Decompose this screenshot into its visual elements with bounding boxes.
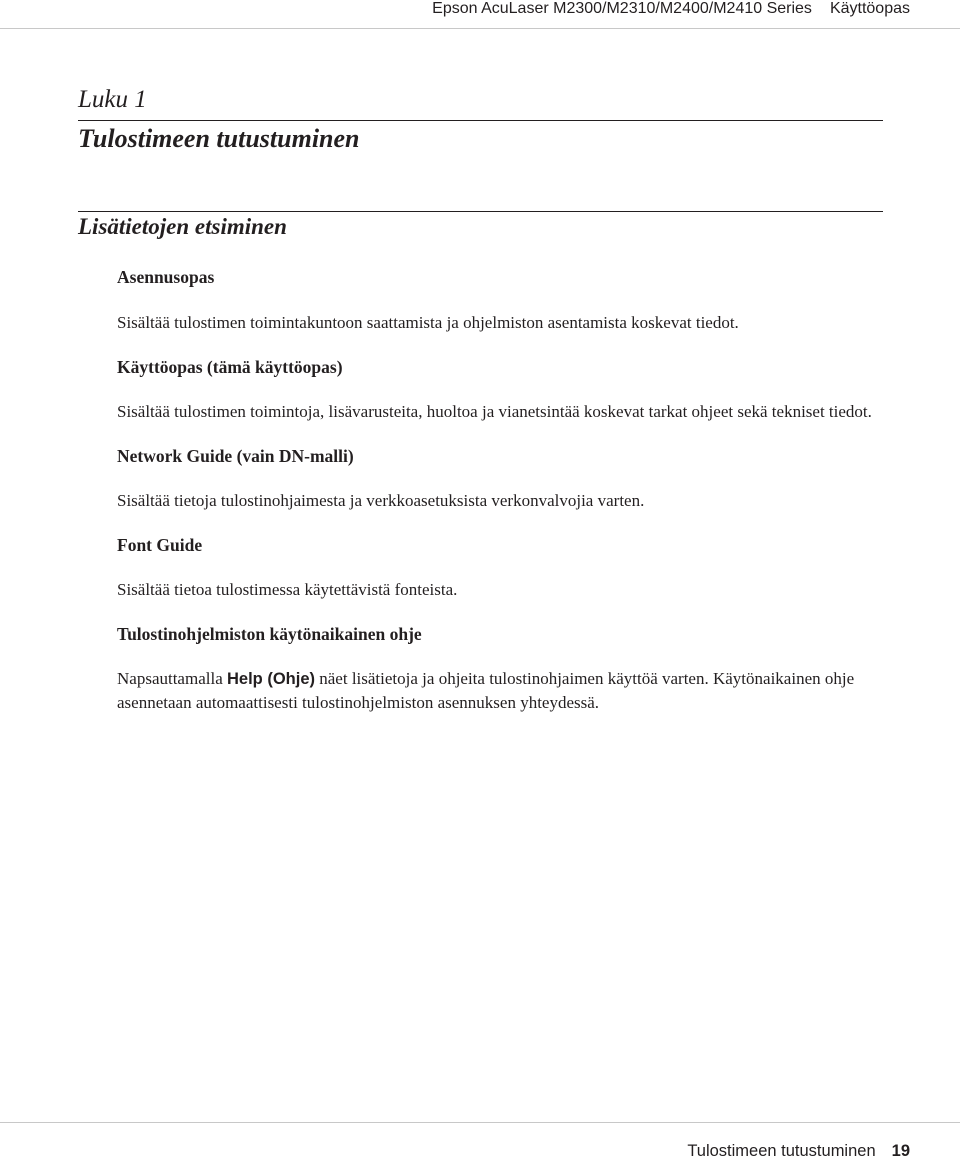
page-number: 19 [891, 1142, 910, 1160]
section-title: Lisätietojen etsiminen [78, 214, 287, 239]
chapter-title: Tulostimeen tutustuminen [78, 124, 360, 153]
entry-description: Sisältää tulostimen toimintakuntoon saattamista ja ohjelmiston asentamista koskevat tiedot. [117, 313, 739, 332]
entry-description: Sisältää tietoja tulostinohjaimesta ja verkkoasetuksista verkonvalvojia varten. [117, 491, 645, 510]
section-divider [78, 211, 883, 212]
entry-title: Käyttöopas (tämä käyttöopas) [117, 357, 343, 377]
header-product: Epson AcuLaser M2300/M2310/M2400/M2410 Series [432, 0, 812, 17]
description-text-after: näet lisätietoja ja ohjeita tulostinohjaimen käyttöä varten. Käytönaikainen ohje asennetaan automaattisesti tulostinohjelmiston asennuksen yhteydessä. [117, 669, 855, 712]
entry-description: Sisältää tulostimen toimintoja, lisävarusteita, huoltoa ja vianetsintää koskevat tarkat ohjeet sekä tekniset tiedot. [117, 402, 872, 421]
footer-chapter-name: Tulostimeen tutustuminen [687, 1142, 876, 1160]
footer-divider [0, 1122, 960, 1123]
entry-title: Tulostinohjelmiston käytönaikainen ohje [117, 624, 422, 644]
help-ui-term: Help (Ohje) [227, 670, 316, 688]
running-header [432, 0, 910, 18]
entry-title: Asennusopas [117, 267, 215, 287]
entry-title: Network Guide (vain DN-malli) [117, 446, 354, 466]
content-body [117, 265, 877, 714]
entry-description: Sisältää tietoa tulostimessa käytettävistä fonteista. [117, 580, 458, 599]
entry-title: Font Guide [117, 535, 203, 555]
header-divider [0, 28, 960, 29]
entry-description [117, 667, 877, 714]
description-text-before: Napsauttamalla [117, 669, 223, 688]
chapter-divider [78, 120, 883, 121]
header-manual: Käyttöopas [829, 0, 910, 17]
running-footer [687, 1142, 910, 1161]
chapter-number: Luku 1 [78, 86, 147, 113]
